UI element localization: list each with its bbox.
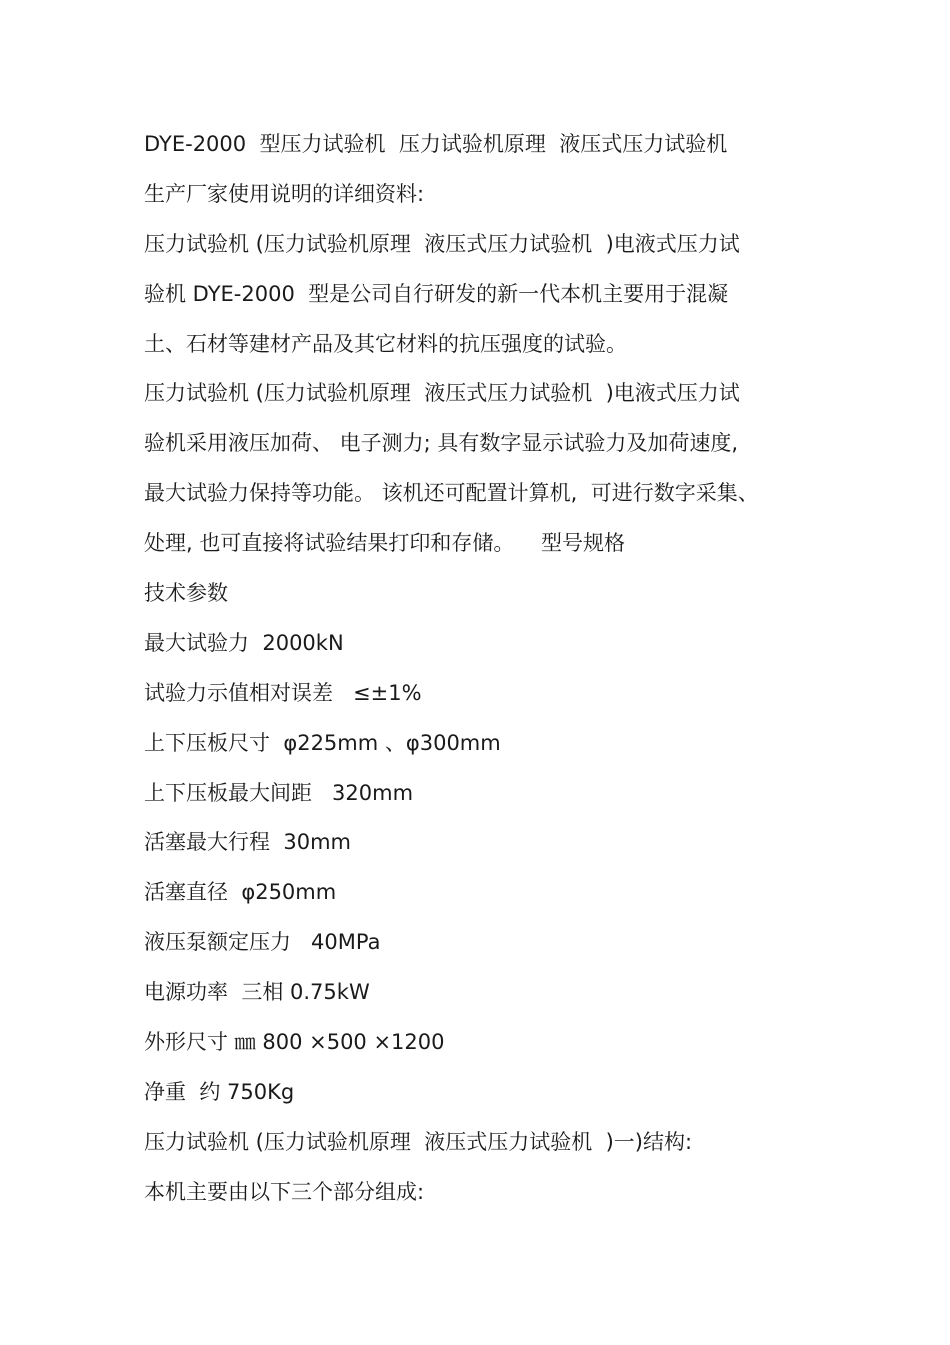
spec-piston-diameter: 活塞直径 φ250mm [144,880,337,905]
spec-power: 电源功率 三相 0.75kW [144,980,370,1005]
text-line: 生产厂家使用说明的详细资料: [144,181,425,206]
document-body [144,120,814,1218]
spec-dimensions: 外形尺寸 ㎜ 800 ×500 ×1200 [144,1030,445,1055]
text-line: 压力试验机 (压力试验机原理 液压式压力试验机 )电液式压力试 [144,381,740,406]
text-line-structure: 压力试验机 (压力试验机原理 液压式压力试验机 )一)结构: [144,1129,693,1154]
spec-net-weight: 净重 约 750Kg [144,1079,295,1104]
text-line: 最大试验力保持等功能。 该机还可配置计算机, 可进行数字采集、 [144,481,759,506]
text-line: 处理, 也可直接将试验结果打印和存储。 型号规格 [144,531,626,556]
spec-max-test-force: 最大试验力 2000kN [144,630,344,655]
spec-pump-pressure: 液压泵额定压力 40MPa [144,930,381,955]
spec-platen-size: 上下压板尺寸 φ225mm 、φ300mm [144,730,501,755]
text-line: 本机主要由以下三个部分组成: [144,1179,425,1204]
section-heading-tech-params: 技术参数 [144,581,228,606]
spec-relative-error: 试验力示值相对误差 ≤±1% [144,680,422,705]
text-line: 验机采用液压加荷、 电子测力; 具有数字显示试验力及加荷速度, [144,431,739,456]
text-line: 土、石材等建材产品及其它材料的抗压强度的试验。 [144,331,627,356]
spec-piston-stroke: 活塞最大行程 30mm [144,830,351,855]
text-line: 验机 DYE-2000 型是公司自行研发的新一代本机主要用于混凝 [144,281,729,306]
spec-platen-max-gap: 上下压板最大间距 320mm [144,780,414,805]
text-line-title: DYE-2000 型压力试验机 压力试验机原理 液压式压力试验机 [144,132,728,156]
text-line: 压力试验机 (压力试验机原理 液压式压力试验机 )电液式压力试 [144,231,740,256]
